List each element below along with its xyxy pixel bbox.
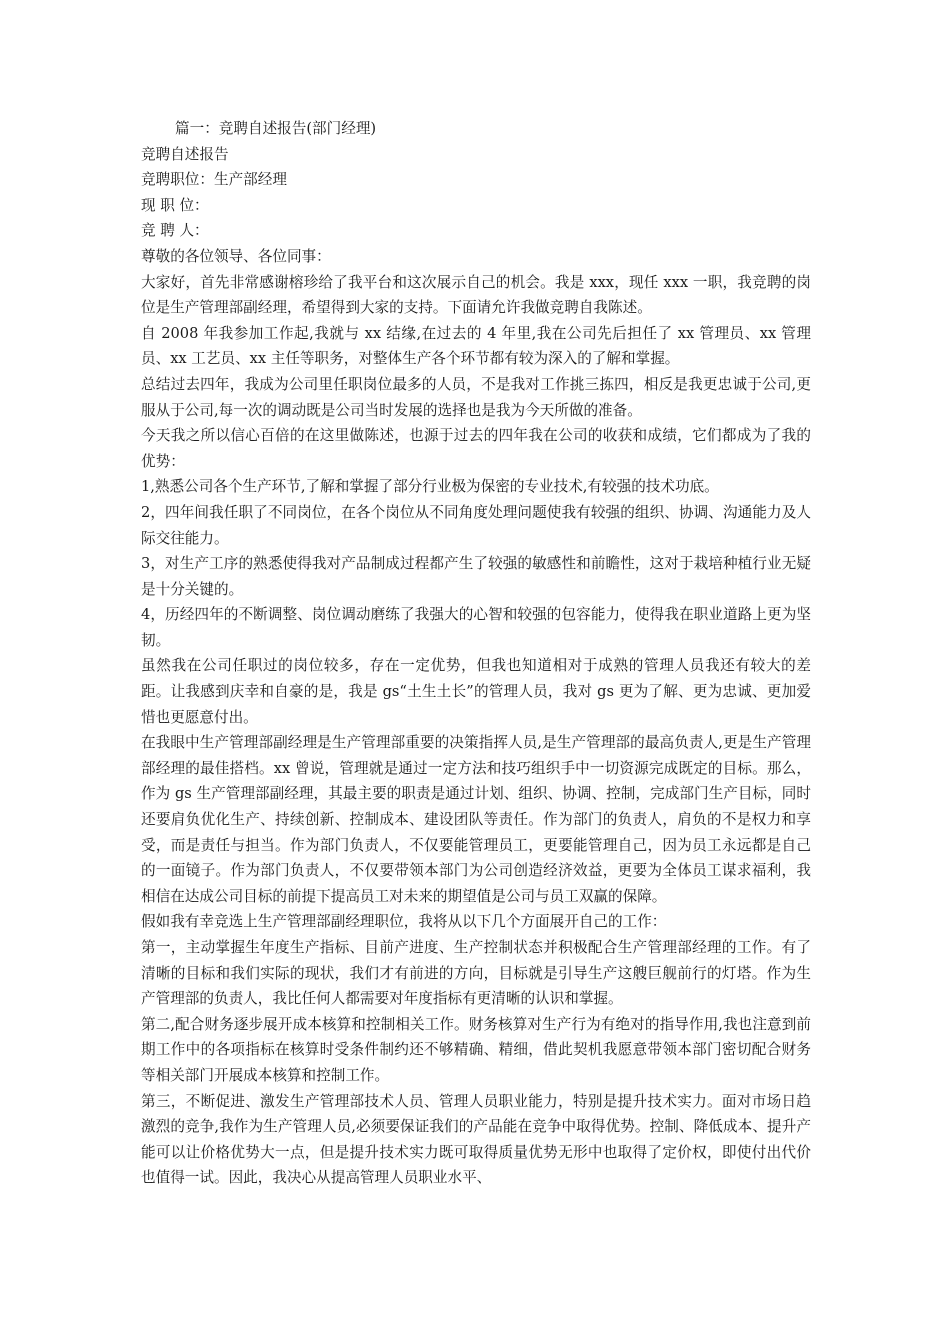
paragraph-greeting: 大家好，首先非常感谢榕珍给了我平台和这次展示自己的机会。我是 xxx，现任 xxx 一职，我竞聘的岗位是生产管理部副经理，希望得到大家的支持。下面请允许我做竞聘自我陈述。 — [141, 273, 811, 317]
paragraph-advantage-1: 1,熟悉公司各个生产环节,了解和掌握了部分行业极为保密的专业技术,有较强的技术功底。 — [141, 478, 719, 496]
paragraph-plan-2: 第二,配合财务逐步展开成本核算和控制相关工作。财务核算对生产行为有绝对的指导作用,我也注意到前期工作中的各项指标在核算时受条件制约还不够精确、精细，借此契机我愿意带领本部门密切配合财务等相关部门开展成本核算和控制工作。 — [141, 1015, 811, 1084]
document-body — [141, 116, 811, 1191]
paragraph-plan-3: 第三，不断促进、激发生产管理部技术人员、管理人员职业能力，特别是提升技术实力。面对市场日趋激烈的竞争,我作为生产管理人员,必须要保证我们的产品能在竞争中取得优势。控制、降低成本、提升产能可以让价格优势大一点，但是提升技术实力既可取得质量优势无形中也取得了定价权，即使付出代价也值得一试。因此，我决心从提高管理人员职业水平、 — [141, 1092, 811, 1187]
paragraph-advantage-2: 2，四年间我任职了不同岗位，在各个岗位从不同角度处理问题使我有较强的组织、协调、沟通能力及人际交往能力。 — [141, 503, 811, 547]
paragraph-advantage-4: 4，历经四年的不断调整、岗位调动磨练了我强大的心智和较强的包容能力，使得我在职业道路上更为坚韧。 — [141, 606, 811, 649]
paragraph-confidence: 今天我之所以信心百倍的在这里做陈述，也源于过去的四年我在公司的收获和成绩，它们都成为了我的优势： — [141, 427, 811, 470]
paragraph-summary: 总结过去四年，我成为公司里任职岗位最多的人员，不是我对工作挑三拣四，相反是我更忠诚于公司,更服从于公司,每一次的调动既是公司当时发展的选择也是我为今天所做的准备。 — [141, 375, 811, 419]
paragraph-current-position: 现 职 位： — [141, 196, 209, 214]
paragraph-role: 在我眼中生产管理部副经理是生产管理部重要的决策指挥人员,是生产管理部的最高负责人,更是生产管理部经理的最佳搭档。xx 曾说，管理就是通过一定方法和技巧组织手中一切资源完成既定的目标。那么，作为 gs 生产管理部副经理，其最主要的职责是通过计划、组织、协调、控制，完成部门生产目标，同时还要肩负优化生产、持续创新、控制成本、建设团队等责任。作为部门的负责人，肩负的不是权力和享受，而是责任与担当。作为部门负责人，不仅要能管理员工，更要能管理自己，因为员工永远都是自己的一面镜子。作为部门负责人，不仅要带领本部门为公司创造经济效益，更要为全体员工谋求福利，我相信在达成公司目标的前提下提高员工对未来的期望值是公司与员工双赢的保障。 — [141, 734, 811, 905]
paragraph-history: 自 2008 年我参加工作起,我就与 xx 结缘,在过去的 4 年里,我在公司先后担任了 xx 管理员、xx 管理员、xx 工艺员、xx 主任等职务，对整体生产各个环节都有较为深入的了解和掌握。 — [141, 324, 811, 368]
paragraph-candidate: 竞 聘 人： — [141, 222, 209, 240]
paragraph-gap: 虽然我在公司任职过的岗位较多，存在一定优势，但我也知道相对于成熟的管理人员我还有较大的差距。让我感到庆幸和自豪的是，我是 gs“土生土长”的管理人员，我对 gs 更为了解、更为忠诚、更加爱惜也更愿意付出。 — [141, 657, 811, 726]
paragraph-plan-1: 第一，主动掌握生年度生产指标、目前产进度、生产控制状态并积极配合生产管理部经理的工作。有了清晰的目标和我们实际的现状，我们才有前进的方向，目标就是引导生产这艘巨舰前行的灯塔。作为生产管理部的负责人，我比任何人都需要对年度指标有更清晰的认识和掌握。 — [141, 939, 811, 1008]
document-title: 篇一：竞聘自述报告(部门经理) — [175, 120, 377, 137]
paragraph-heading: 竞聘自述报告 — [141, 145, 229, 163]
paragraph-advantage-3: 3，对生产工序的熟悉使得我对产品制成过程都产生了较强的敏感性和前瞻性，这对于栽培种植行业无疑是十分关键的。 — [141, 555, 811, 598]
paragraph-position: 竞聘职位：生产部经理 — [141, 171, 287, 189]
paragraph-plan-intro: 假如我有幸竞选上生产管理部副经理职位，我将从以下几个方面展开自己的工作： — [141, 913, 667, 931]
paragraph-salutation: 尊敬的各位领导、各位同事： — [141, 247, 331, 265]
